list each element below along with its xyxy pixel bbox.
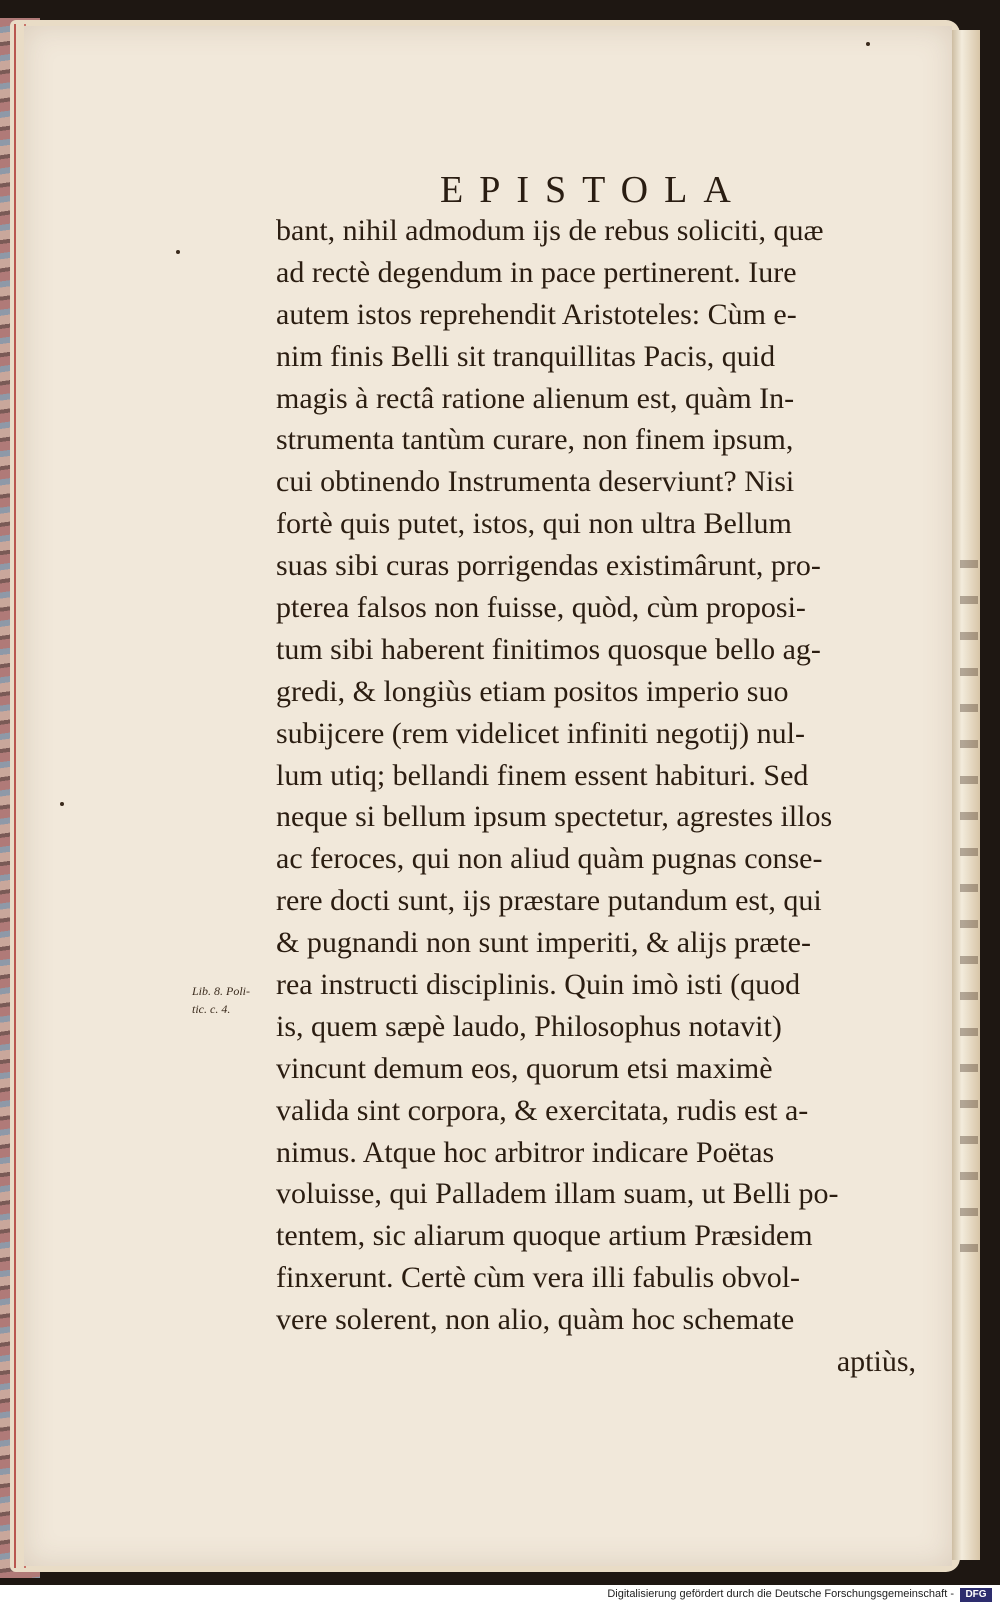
body-text (276, 210, 916, 1383)
catchword: aptiùs, (836, 1345, 916, 1379)
text-line: cui obtinendo Instrumenta deserviunt? Nisi (276, 465, 795, 499)
text-line: autem istos reprehendit Aristoteles: Cùm e- (276, 297, 797, 331)
margin-note (192, 982, 258, 1018)
text-line: vere solerent, non alio, quàm hoc schemate (276, 1303, 795, 1337)
dfg-logo: DFG (960, 1588, 992, 1602)
text-line: finxerunt. Certè cùm vera illi fabulis obvol- (276, 1261, 801, 1295)
ink-speck (60, 802, 64, 806)
margin-note-line: tic. c. 4. (192, 1002, 231, 1016)
text-line: tentem, sic aliarum quoque artium Præsidem (276, 1219, 813, 1253)
text-line: neque si bellum ipsum spectetur, agrestes illos (276, 800, 833, 834)
text-line: ac feroces, qui non aliud quàm pugnas conse- (276, 842, 823, 876)
text-line: pterea falsos non fuisse, quòd, cùm proposi- (276, 591, 806, 625)
text-line: subijcere (rem videlicet infiniti negotij) nul- (276, 716, 805, 750)
text-line: suas sibi curas porrigendas existimârunt, pro- (276, 549, 821, 583)
text-line: magis à rectâ ratione alienum est, quàm In- (276, 381, 795, 415)
text-line: tum sibi haberent finitimos quosque bello ag- (276, 632, 821, 666)
text-line: & pugnandi non sunt imperiti, & alijs præte- (276, 926, 811, 960)
text-line: valida sint corpora, & exercitata, rudis est a- (276, 1093, 809, 1127)
facing-page-text (960, 560, 978, 1280)
text-line: ad rectè degendum in pace pertinerent. Iure (276, 255, 797, 289)
text-line: nimus. Atque hoc arbitror indicare Poëtas (276, 1135, 775, 1169)
ink-speck (176, 250, 180, 254)
credit-text: Digitalisierung gefördert durch die Deutsche Forschungsgemeinschaft - (607, 1588, 954, 1600)
text-line: vincunt demum eos, quorum etsi maximè (276, 1051, 773, 1085)
text-line: nim finis Belli sit tranquillitas Pacis, quid (276, 339, 776, 373)
running-head: EPISTOLA (440, 169, 747, 211)
text-line: strumenta tantùm curare, non finem ipsum, (276, 423, 794, 457)
margin-note-line: Lib. 8. Poli- (192, 984, 251, 998)
text-line: gredi, & longiùs etiam positos imperio suo (276, 674, 789, 708)
text-line: bant, nihil admodum ijs de rebus soliciti, quæ (276, 214, 824, 247)
text-line: voluisse, qui Palladem illam suam, ut Belli po- (276, 1177, 839, 1211)
text-line: is, quem sæpè laudo, Philosophus notavit) (276, 1009, 782, 1043)
text-line: rere docti sunt, ijs præstare putandum est, qui (276, 884, 822, 918)
text-line: rea instructi disciplinis. Quin imò isti (quod (276, 968, 801, 1002)
ink-speck (866, 42, 870, 46)
text-line: fortè quis putet, istos, qui non ultra Bellum (276, 507, 792, 541)
text-line: lum utiq; bellandi finem essent habituri. Sed (276, 758, 809, 792)
credit-bar (0, 1585, 1000, 1605)
